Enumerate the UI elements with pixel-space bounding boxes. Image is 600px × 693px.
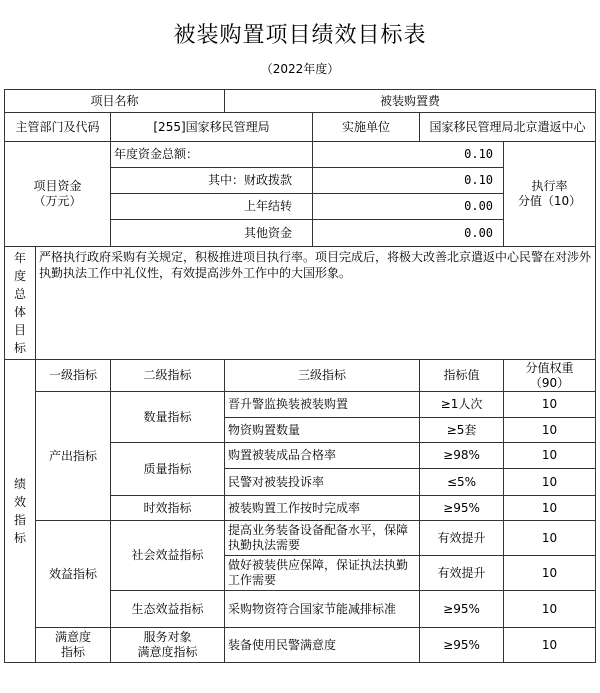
project-name-value: 被装购置费 [225, 90, 596, 113]
perf-row-l3: 物资购置数量 [225, 418, 420, 443]
perf-l2-ecological: 生态效益指标 [111, 591, 225, 628]
annual-goal-text: 严格执行政府采购有关规定，积极推进项目执行率。项目完成后，将极大改善北京遣返中心民警在对涉外执勤执法工作中礼仪性，有效提高涉外工作中的大国形象。 [36, 247, 596, 360]
perf-row-l3: 做好被装供应保障，保证执法执勤工作需要 [225, 556, 420, 591]
funds-row-value: 0.10 [313, 168, 504, 194]
perf-row-value: 有效提升 [420, 521, 504, 556]
page-subtitle: （2022年度） [260, 62, 340, 76]
funds-row-label: 上年结转 [111, 194, 313, 220]
funds-row-value: 0.00 [313, 220, 504, 247]
perf-header-weight: 分值权重 （90） [504, 360, 596, 392]
perf-row-weight: 10 [504, 392, 596, 418]
perf-header-l2: 二级指标 [111, 360, 225, 392]
perf-row-value: ≥95% [420, 591, 504, 628]
funds-row-label: 年度资金总额： [111, 142, 313, 168]
dept-label: 主管部门及代码 [5, 113, 111, 142]
perf-l2-service: 服务对象 满意度指标 [111, 628, 225, 663]
impl-label: 实施单位 [313, 113, 420, 142]
perf-l1-output: 产出指标 [36, 392, 111, 521]
perf-label: 绩效指标 [5, 360, 36, 663]
perf-row-weight: 10 [504, 521, 596, 556]
funds-label: 项目资金 （万元） [5, 142, 111, 247]
funds-score: 执行率 分值（10） [504, 142, 596, 247]
funds-row-value: 0.10 [313, 142, 504, 168]
perf-row-l3: 装备使用民警满意度 [225, 628, 420, 663]
perf-row-weight: 10 [504, 628, 596, 663]
perf-row-value: ≥95% [420, 628, 504, 663]
perf-header-l3: 三级指标 [225, 360, 420, 392]
perf-l1-satisfaction: 满意度 指标 [36, 628, 111, 663]
perf-row-value: 有效提升 [420, 556, 504, 591]
annual-goal-label: 年度总体目标 [5, 247, 36, 360]
perf-l2-quantity: 数量指标 [111, 392, 225, 443]
perf-row-value: ≥95% [420, 496, 504, 521]
dept-value: [255]国家移民管理局 [111, 113, 313, 142]
perf-row-weight: 10 [504, 418, 596, 443]
perf-l2-social: 社会效益指标 [111, 521, 225, 591]
perf-row-l3: 民警对被装投诉率 [225, 469, 420, 496]
perf-row-weight: 10 [504, 469, 596, 496]
perf-row-weight: 10 [504, 496, 596, 521]
perf-row-weight: 10 [504, 443, 596, 469]
perf-row-l3: 采购物资符合国家节能减排标准 [225, 591, 420, 628]
perf-row-l3: 提高业务装备设备配备水平，保障执勤执法需要 [225, 521, 420, 556]
funds-row-label: 其他资金 [111, 220, 313, 247]
page-title: 被装购置项目绩效目标表 [173, 23, 427, 48]
perf-l2-quality: 质量指标 [111, 443, 225, 496]
funds-row-value: 0.00 [313, 194, 504, 220]
perf-row-value: ≤5% [420, 469, 504, 496]
funds-row-label: 其中：财政拨款 [111, 168, 313, 194]
perf-row-weight: 10 [504, 556, 596, 591]
perf-header-l1: 一级指标 [36, 360, 111, 392]
perf-l2-timeliness: 时效指标 [111, 496, 225, 521]
impl-value: 国家移民管理局北京遣返中心 [420, 113, 596, 142]
perf-row-value: ≥5套 [420, 418, 504, 443]
perf-row-l3: 购置被装成品合格率 [225, 443, 420, 469]
perf-row-l3: 被装购置工作按时完成率 [225, 496, 420, 521]
perf-row-l3: 晋升警监换装被装购置 [225, 392, 420, 418]
perf-l1-benefit: 效益指标 [36, 521, 111, 628]
perf-header-value: 指标值 [420, 360, 504, 392]
perf-row-value: ≥98% [420, 443, 504, 469]
project-name-label: 项目名称 [5, 90, 225, 113]
perf-row-value: ≥1人次 [420, 392, 504, 418]
perf-row-weight: 10 [504, 591, 596, 628]
performance-table [4, 89, 596, 663]
